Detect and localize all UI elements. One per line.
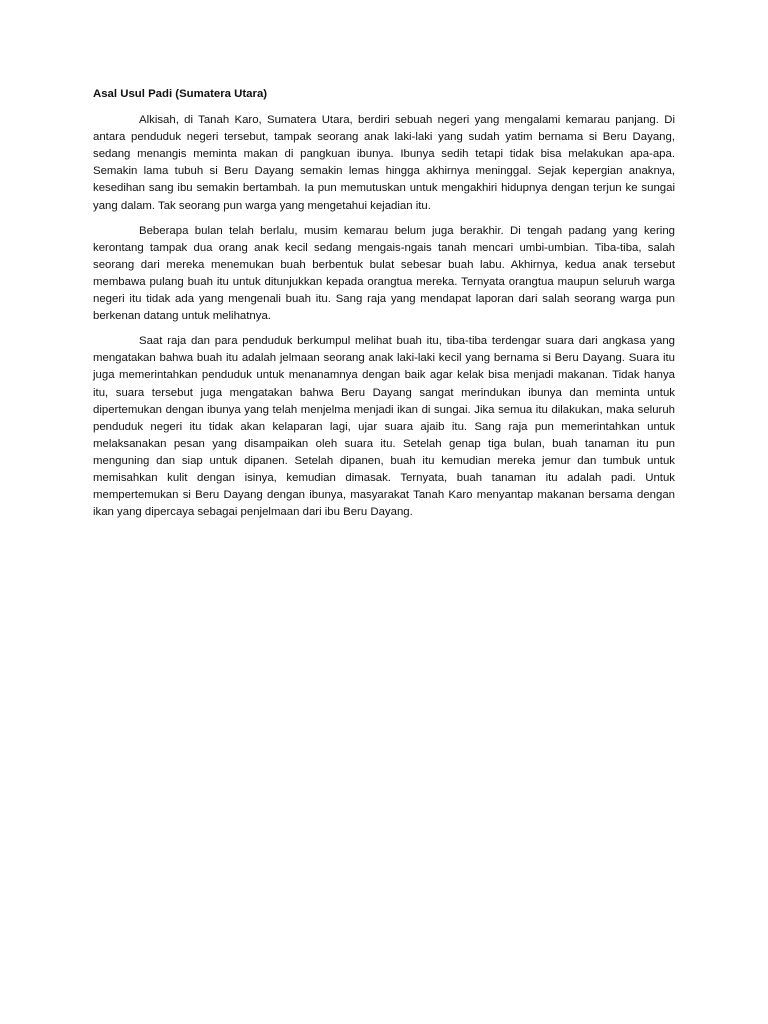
document-body xyxy=(93,86,675,529)
document-title: Asal Usul Padi (Sumatera Utara) xyxy=(93,88,268,100)
paragraph-1: Alkisah, di Tanah Karo, Sumatera Utara, berdiri sebuah negeri yang mengalami kemarau panjang. Di antara penduduk negeri tersebut, tampak seorang anak laki-laki yang sudah yatim bernama si Beru Dayang, sedang menangis meminta makan di pangkuan ibunya. Ibunya sedih tetapi tidak bisa melakukan apa-apa. Semakin lama tubuh si Beru Dayang semakin lemas hingga akhirnya meninggal. Sejak kepergian anaknya, kesedihan sang ibu semakin bertambah. Ia pun memutuskan untuk mengakhiri hidupnya dengan terjun ke sungai yang dalam. Tak seorang pun warga yang mengetahui kejadian itu. xyxy=(93,114,675,212)
paragraph-2: Beberapa bulan telah berlalu, musim kemarau belum juga berakhir. Di tengah padang yang kering kerontang tampak dua orang anak kecil sedang mengais-ngais tanah mencari umbi-umbian. Tiba-tiba, salah seorang dari mereka menemukan buah berbentuk bulat sebesar buah labu. Akhirnya, kedua anak tersebut membawa pulang buah itu untuk ditunjukkan kepada orangtua mereka. Ternyata orangtua maupun seluruh warga negeri itu tidak ada yang mengenali buah itu. Sang raja yang mendapat laporan dari salah seorang warga pun berkenan datang untuk melihatnya. xyxy=(93,224,675,323)
paragraph-3: Saat raja dan para penduduk berkumpul melihat buah itu, tiba-tiba terdengar suara dari angkasa yang mengatakan bahwa buah itu adalah jelmaan seorang anak laki-laki kecil yang bernama si Beru Dayang. Suara itu juga memerintahkan penduduk untuk menanamnya dengan baik agar kelak bisa menjadi makanan. Tidak hanya itu, suara tersebut juga mengatakan bahwa Beru Dayang sangat merindukan ibunya dan meminta untuk dipertemukan dengan ibunya yang telah menjelma menjadi ikan di sungai. Jika semua itu dilakukan, maka seluruh penduduk negeri itu tidak akan kelaparan lagi, ujar suara ajaib itu. Sang raja pun memerintahkan untuk melaksanakan pesan yang disampaikan oleh suara itu. Setelah genap tiga bulan, buah tanaman itu pun menguning dan siap untuk dipanen. Setelah dipanen, buah itu kemudian mereka jemur dan tumbuk untuk memisahkan kulit dengan isinya, kemudian dimasak. Ternyata, buah tanaman itu adalah padi. Untuk mempertemukan si Beru Dayang dengan ibunya, masyarakat Tanah Karo menyantap makanan bersama dengan ikan yang dipercaya sebagai penjelmaan dari ibu Beru Dayang. xyxy=(93,335,675,519)
